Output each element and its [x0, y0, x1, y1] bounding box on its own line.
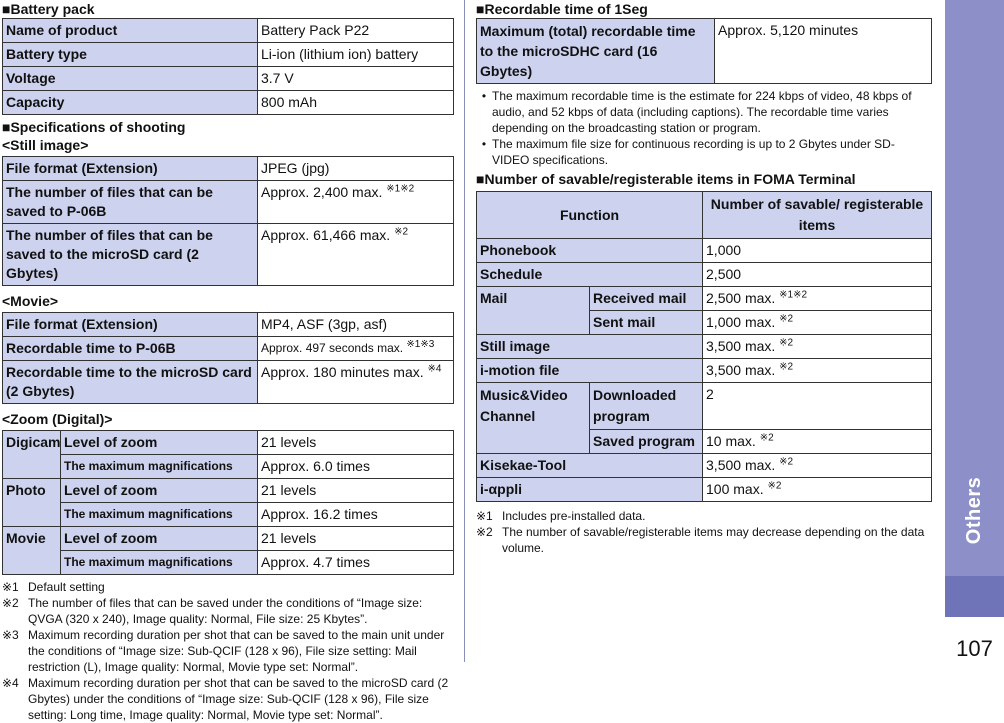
still-table	[2, 156, 454, 286]
list-item: • The maximum file size for continuous recording is up to 2 Gbytes under SD-VIDEO specifications.	[481, 137, 895, 167]
table-row: Saved program 10 max. $^{※2}$	[477, 430, 932, 454]
left-column	[2, 0, 454, 723]
footnote: ※2 The number of savable/registerable items may decrease depending on the data volume.	[476, 525, 925, 555]
table-row: Recordable time to P-06B Approx. 497 seconds max. $^{※1※3}$	[3, 337, 454, 361]
foma-table	[476, 191, 932, 502]
table-row: File format (Extension) MP4, ASF (3gp, asf)	[3, 313, 454, 337]
table-row: Maximum (total) recordable time to the microSDHC card (16 Gbytes) Approx. 5,120 minutes	[477, 19, 932, 84]
page-number: 107	[956, 636, 993, 661]
battery-heading: ■Battery pack	[2, 1, 95, 17]
zoom-heading: <Zoom (Digital)>	[2, 411, 113, 427]
foma-notes	[476, 508, 932, 556]
table-row: Name of product Battery Pack P22	[3, 19, 454, 43]
table-row: Phonebook 1,000	[477, 239, 932, 263]
oneseg-table	[476, 18, 932, 84]
table-row: Still image 3,500 max. $^{※2}$	[477, 335, 932, 359]
list-item: • The maximum recordable time is the estimate for 224 kbps of video, 48 kbps of audio, and 52 kbps of data (including captions). The recordable time varies depending on the broadcasting station or program.	[481, 89, 912, 135]
table-row: The number of files that can be saved to P-06B Approx. 2,400 max. $^{※1※2}$	[3, 181, 454, 224]
table-row: The maximum magnifications Approx. 6.0 times	[3, 455, 454, 479]
table-row: Movie Level of zoom 21 levels	[3, 527, 454, 551]
table-row: Capacity 800 mAh	[3, 91, 454, 115]
table-row: Schedule 2,500	[477, 263, 932, 287]
table-row: Function Number of savable/ registerable items	[477, 192, 932, 239]
table-row: File format (Extension) JPEG (jpg)	[3, 157, 454, 181]
table-row: Music&Video Channel Downloaded program 2	[477, 383, 932, 430]
table-row: i-motion file 3,500 max. $^{※2}$	[477, 359, 932, 383]
table-row: The maximum magnifications Approx. 16.2 times	[3, 503, 454, 527]
footnote: ※1 Default setting	[2, 580, 105, 594]
oneseg-notes	[476, 88, 932, 168]
footnote: ※1 Includes pre-installed data.	[476, 509, 646, 523]
table-row: The maximum magnifications Approx. 4.7 times	[3, 551, 454, 575]
table-row: The number of files that can be saved to the microSD card (2 Gbytes) Approx. 61,466 max. $^{※2}$	[3, 224, 454, 286]
table-row: Voltage 3.7 V	[3, 67, 454, 91]
table-row: Kisekae-Tool 3,500 max. $^{※2}$	[477, 454, 932, 478]
shooting-heading: ■Specifications of shooting	[2, 119, 186, 135]
side-tab-label: Others	[963, 476, 985, 544]
table-row: Sent mail 1,000 max. $^{※2}$	[477, 311, 932, 335]
foma-heading: ■Number of savable/registerable items in FOMA Terminal	[476, 171, 856, 187]
footnote: ※4 Maximum recording duration per shot that can be saved to the microSD card (2 Gbytes) under the conditions of “Image size: Sub-QCIF (128 x 96), File size setting: Long time, Image quality: Normal, Movie type set: Normal”.	[2, 676, 449, 722]
table-row: i-αppli 100 max. $^{※2}$	[477, 478, 932, 502]
oneseg-heading: ■Recordable time of 1Seg	[476, 1, 648, 17]
right-column	[476, 0, 932, 556]
table-row: Recordable time to the microSD card (2 Gbytes) Approx. 180 minutes max. $^{※4}$	[3, 361, 454, 404]
footnote: ※2 The number of files that can be saved under the conditions of “Image size: QVGA (320 x 240), Image quality: Normal, File size: 25 Kbytes”.	[2, 596, 423, 626]
battery-table	[2, 18, 454, 115]
zoom-table	[2, 430, 454, 575]
table-row: Digicam Level of zoom 21 levels	[3, 431, 454, 455]
footnote: ※3 Maximum recording duration per shot that can be saved to the main unit under the conditions of “Image size: Sub-QCIF (128 x 96), File size setting: Mail restriction (L), Image quality: Normal, Movie type set: Normal”.	[2, 628, 445, 674]
shooting-notes	[2, 579, 454, 723]
movie-heading: <Movie>	[2, 293, 59, 309]
side-tab-marker	[945, 576, 1004, 617]
table-row: Mail Received mail 2,500 max. $^{※1※2}$	[477, 287, 932, 311]
still-heading: <Still image>	[2, 137, 89, 153]
table-row: Photo Level of zoom 21 levels	[3, 479, 454, 503]
table-row: Battery type Li-ion (lithium ion) battery	[3, 43, 454, 67]
movie-table	[2, 312, 454, 404]
column-divider	[464, 0, 465, 662]
